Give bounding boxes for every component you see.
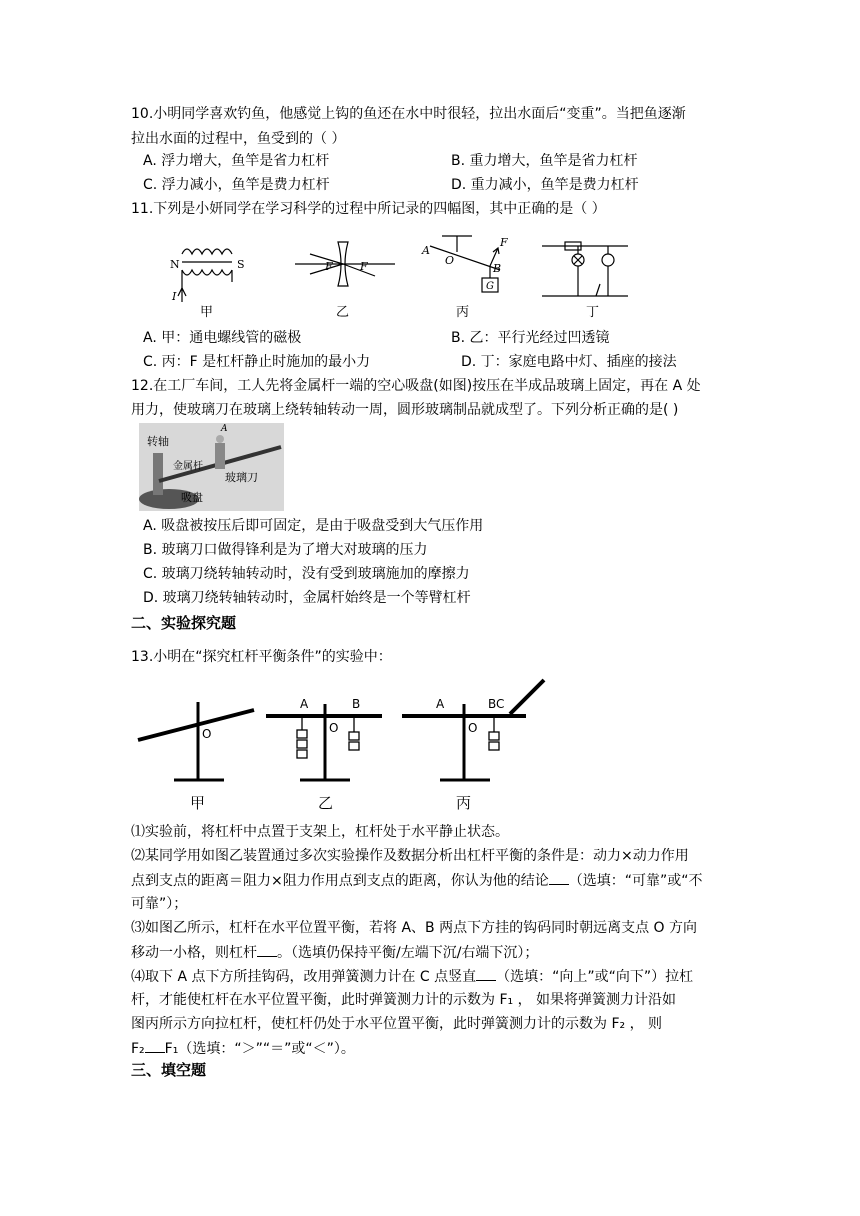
q13-part2-text-b: （选填：“可靠”或“不 bbox=[568, 873, 703, 889]
q13-part2-line3: 可靠”）； bbox=[131, 896, 188, 912]
q13-part3-text-a: 移动一小格，则杠杆 bbox=[131, 945, 257, 961]
q11-label-force: F bbox=[500, 236, 508, 249]
q11-option-d: D. 丁：家庭电路中灯、插座的接法 bbox=[461, 354, 677, 370]
q12-label-axis: 转轴 bbox=[147, 435, 169, 448]
q11-label-n: N bbox=[170, 258, 180, 271]
q11-caption-yi: 乙 bbox=[336, 305, 350, 320]
q12-option-a: A. 吸盘被按压后即可固定，是由于吸盘受到大气压作用 bbox=[143, 518, 484, 534]
q13-bing-label-o: O bbox=[468, 721, 478, 735]
q13-bing-label-a: A bbox=[436, 697, 445, 711]
q13-part3-line2 bbox=[131, 942, 538, 963]
q13-blank-direction[interactable] bbox=[476, 966, 496, 981]
q13-blank-balance[interactable] bbox=[257, 942, 277, 957]
q11-label-o: O bbox=[445, 254, 455, 267]
q11-label-s: S bbox=[237, 258, 245, 271]
q13-jia-label-o: O bbox=[202, 727, 212, 741]
q11-fig-yi-concave-lens bbox=[295, 242, 395, 286]
q11-option-b: B. 乙：平行光经过凹透镜 bbox=[451, 330, 610, 346]
q12-stem-line1: 12.在工厂车间，工人先将金属杆一端的空心吸盘(如图)按压在半成品玻璃上固定，再在 A 处 bbox=[131, 378, 701, 394]
q13-part4-text-f2: F₂ bbox=[131, 1041, 145, 1057]
q13-part3-line1: ⑶如图乙所示，杠杆在水平位置平衡，若将 A、B 两点下方挂的钩码同时朝远离支点 O 方向 bbox=[131, 920, 697, 936]
q10-option-d: D. 重力减小，鱼竿是费力杠杆 bbox=[451, 177, 639, 193]
q11-label-i: I bbox=[172, 290, 177, 303]
section-title-experiment: 二、实验探究题 bbox=[131, 614, 237, 632]
q13-part4-text-b: （选填：“向上”或“向下”）拉杠 bbox=[496, 969, 694, 985]
q10-option-c: C. 浮力减小，鱼竿是费力杠杆 bbox=[143, 177, 330, 193]
q11-label-g: G bbox=[486, 281, 494, 292]
q13-part3-text-b: 。（选填仍保持平衡/左端下沉/右端下沉）； bbox=[277, 945, 539, 961]
q10-stem-line1: 10.小明同学喜欢钓鱼，他感觉上钩的鱼还在水中时很轻，拉出水面后“变重”。当把鱼逐渐 bbox=[131, 106, 686, 122]
q13-part2-line1: ⑵某同学用如图乙装置通过多次实验操作及数据分析出杠杆平衡的条件是：动力×动力作用 bbox=[131, 848, 689, 864]
q11-fig-jia-solenoid bbox=[178, 249, 232, 302]
q10-option-a: A. 浮力增大，鱼竿是省力杠杆 bbox=[143, 153, 330, 169]
q13-fig-jia bbox=[138, 702, 254, 780]
q12-label-cup: 吸盘 bbox=[181, 491, 203, 504]
q11-option-a: A. 甲：通电螺线管的磁极 bbox=[143, 330, 302, 346]
q12-option-d: D. 玻璃刀绕转轴转动时，金属杆始终是一个等臂杠杆 bbox=[143, 590, 471, 606]
q11-caption-jia: 甲 bbox=[200, 305, 214, 320]
q13-part2-line2 bbox=[131, 870, 703, 891]
q12-photo bbox=[139, 423, 284, 511]
q11-option-c: C. 丙：F 是杠杆静止时施加的最小力 bbox=[143, 354, 371, 370]
q10-stem-line2: 拉出水面的过程中，鱼受到的（ ） bbox=[131, 131, 346, 147]
q12-label-a: A bbox=[221, 424, 228, 434]
q13-yi-label-o: O bbox=[329, 721, 339, 735]
q11-fig-ding-circuit bbox=[542, 242, 628, 296]
q13-stem: 13.小明在“探究杠杆平衡条件”的实验中： bbox=[131, 649, 392, 665]
q12-stem-line2: 用力，使玻璃刀在玻璃上绕转轴转动一周，圆形玻璃制品就成型了。下列分析正确的是( ) bbox=[131, 402, 679, 418]
q11-label-b: B bbox=[493, 262, 502, 275]
q10-option-b: B. 重力增大，鱼竿是省力杠杆 bbox=[451, 153, 638, 169]
q12-option-c: C. 玻璃刀绕转轴转动时，没有受到玻璃施加的摩擦力 bbox=[143, 566, 470, 582]
section-title-fill-blank: 三、填空题 bbox=[131, 1061, 207, 1079]
q13-part4-line4 bbox=[131, 1038, 355, 1059]
q11-label-f-right: F bbox=[360, 260, 368, 273]
q13-part4-line2: 杆，才能使杠杆在水平位置平衡，此时弹簧测力计的示数为 F₁ ， 如果将弹簧测力计沿如 bbox=[131, 992, 677, 1008]
q13-caption-jia: 甲 bbox=[190, 794, 206, 812]
q13-blank-reliability[interactable] bbox=[549, 870, 569, 885]
q13-part4-text-f1: F₁（选填：“＞”“＝”或“＜”）。 bbox=[164, 1041, 355, 1057]
q13-caption-bing: 丙 bbox=[456, 794, 472, 812]
q13-part4-line3: 图丙所示方向拉杠杆，使杠杆仍处于水平位置平衡，此时弹簧测力计的示数为 F₂ ， 则 bbox=[131, 1016, 663, 1032]
q13-part1: ⑴实验前，将杠杆中点置于支架上，杠杆处于水平静止状态。 bbox=[131, 824, 509, 840]
q13-bing-label-bc: BC bbox=[488, 697, 505, 711]
q13-part4-text-a: ⑷取下 A 点下方所挂钩码，改用弹簧测力计在 C 点竖直 bbox=[131, 969, 477, 985]
q13-fig-yi bbox=[266, 704, 382, 780]
q11-label-f-left: F bbox=[325, 260, 333, 273]
q13-part2-text-a: 点到支点的距离＝阻力×阻力作用点到支点的距离，你认为他的结论 bbox=[131, 873, 549, 889]
q11-caption-bing: 丙 bbox=[456, 305, 470, 320]
q13-yi-label-b: B bbox=[352, 697, 361, 711]
q11-label-a: A bbox=[422, 244, 430, 257]
q12-option-b: B. 玻璃刀口做得锋利是为了增大对玻璃的压力 bbox=[143, 542, 428, 558]
q11-stem: 11.下列是小妍同学在学习科学的过程中所记录的四幅图，其中正确的是（ ） bbox=[131, 201, 606, 217]
q11-figure bbox=[160, 232, 640, 322]
q12-label-cutter: 玻璃刀 bbox=[225, 471, 258, 484]
q13-blank-compare[interactable] bbox=[145, 1038, 165, 1053]
q13-figure bbox=[132, 672, 562, 817]
q12-label-rod: 金属杆 bbox=[173, 461, 203, 472]
q13-caption-yi: 乙 bbox=[318, 794, 334, 812]
q13-part4-line1 bbox=[131, 966, 693, 987]
q13-yi-label-a: A bbox=[300, 697, 309, 711]
q11-caption-ding: 丁 bbox=[586, 305, 600, 320]
